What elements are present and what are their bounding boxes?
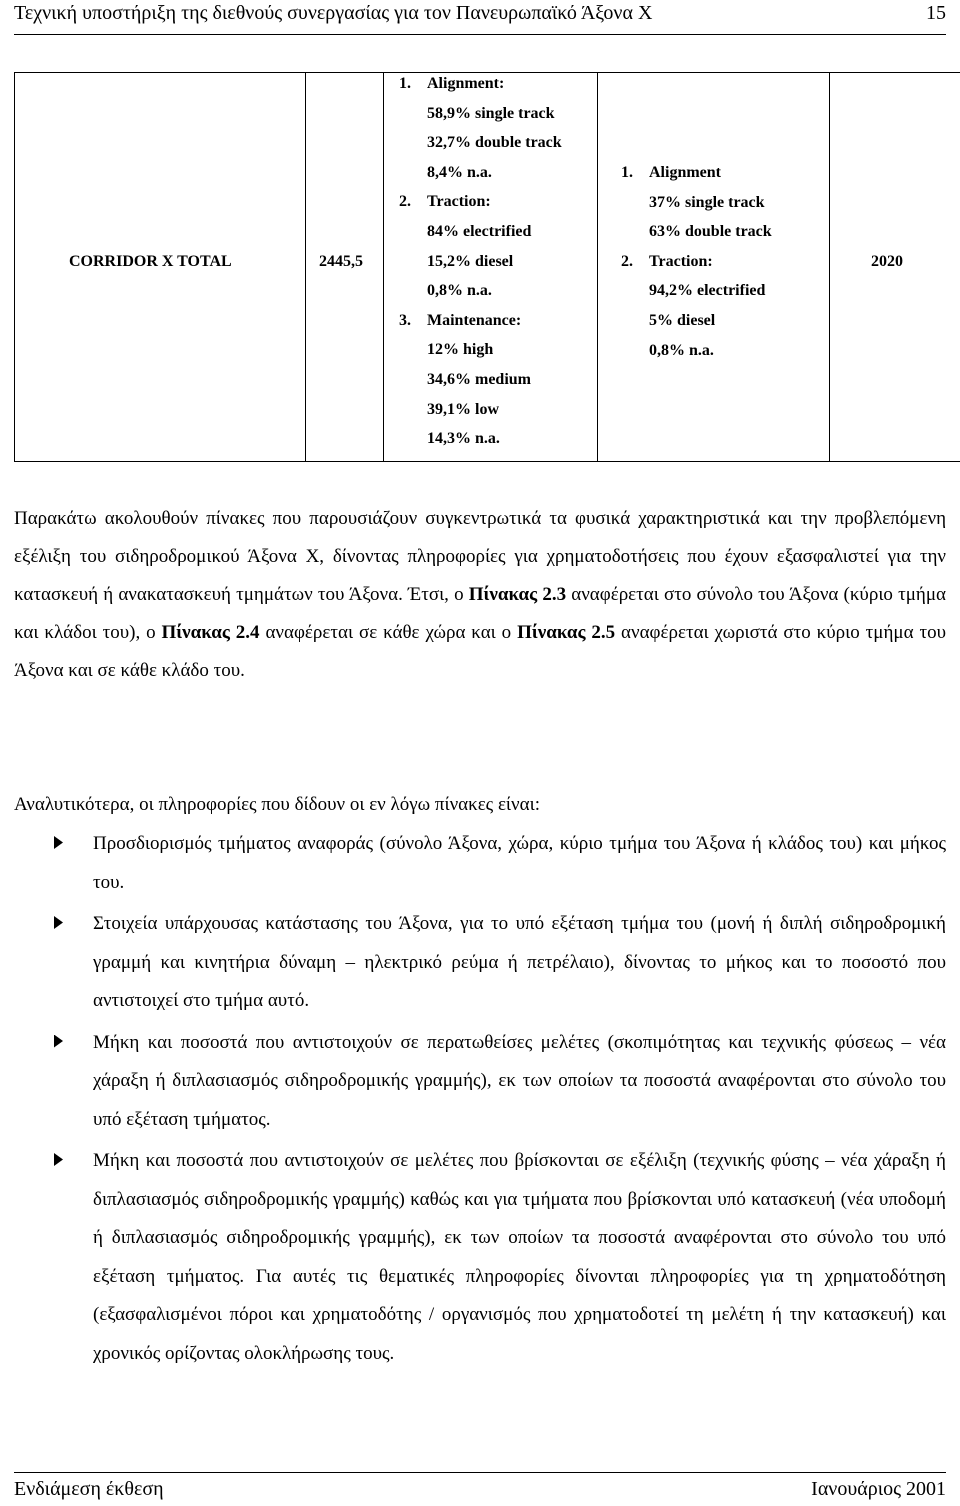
table-list-item [399,158,562,188]
list-item-text: 94,2% electrified [649,282,766,300]
header-rule [14,34,946,35]
list-item-text: Alignment [649,164,721,181]
bullet-text: Προσδιορισμός τμήματος αναφοράς (σύνολο Άξονα, χώρα, κύριο τμήμα του Άξονα ή κλάδος του) και μήκος του. [93,833,946,893]
table-list-item [621,306,772,336]
table-list-item [621,188,772,218]
list-item-text: Alignment: [427,75,505,92]
table-list-item [621,217,772,247]
table-list-item [399,335,562,365]
table-list-item [621,247,772,277]
list-item-text: 15,2% diesel [427,252,514,270]
bullet-text: Στοιχεία υπάρχουσας κατάστασης του Άξονα, για το υπό εξέταση τμήμα του (μονή ή διπλή σιδηροδρομική γραμμή και κινητήρια δύναμη – ηλεκτρικό ρεύμα ή πετρέλαιο), δίνοντας το μήκος και το ποσοστό που αντιστοιχεί στο τμήμα αυτό. [93,913,946,1011]
footer-report-type: Ενδιάμεση έκθεση [14,1478,164,1500]
future-state-list [621,158,772,365]
list-item-text: Traction: [427,193,491,211]
list-item-text: 37% single track [649,193,765,211]
corridor-table [14,72,960,462]
table-list-item [399,128,562,158]
table-list-item [399,306,562,336]
list-item-text: 34,6% medium [427,370,531,388]
table-list-item [399,69,562,99]
bullet-item [14,1142,946,1373]
list-item-text: 84% electrified [427,222,532,240]
table-list-item [399,424,562,454]
corridor-length: 2445,5 [319,253,363,270]
table-list-item [399,365,562,395]
page-number: 15 [926,2,946,24]
list-item-text: 0,8% n.a. [649,341,714,359]
bullet-item [14,825,946,902]
table-list-item [399,247,562,277]
bullet-item [14,1024,946,1140]
list-item-text: 39,1% low [427,400,499,418]
list-item-text: 8,4% n.a. [427,163,492,181]
table-ref-2-4: Πίνακας 2.4 [161,622,260,643]
list-item-text: 32,7% double track [427,134,562,152]
table-list-item [621,158,772,188]
list-item-text: 12% high [427,341,494,359]
bullet-text: Μήκη και ποσοστά που αντιστοιχούν σε μελέτες που βρίσκονται σε εξέλιξη (τεχνικής φύσης – νέα χάραξη ή διπλασιασμός σιδηροδρομικής γραμμής) καθώς και για τμήματα που βρίσκονται υπό κατασκευή (νέα υποδομή ή διπλασιασμός σιδηροδρομικής γραμμής), εκ των οποίων τα ποσοστά αναφέρονται στο σύνολο του υπό εξέταση τμήματος. Για αυτές τις θεματικές πληροφορίες δίνονται πληροφορίες για τη χρηματοδότηση (εξασφαλισμένοι πόροι και χρηματοδότης / οργανισμός που χρηματοδοτεί τη μελέτη ή την κατασκευή) και χρονικός ορίζοντας ολοκλήρωσης τους. [93,1150,946,1364]
list-item-text: 0,8% n.a. [427,282,492,300]
corridor-name: CORRIDOR X TOTAL [69,253,232,270]
intro-paragraph: Παρακάτω ακολουθούν πίνακες που παρουσιάζουν συγκεντρωτικά τα φυσικά χαρακτηριστικά και την προβλεπόμενη εξέλιξη του σιδηροδρομικού Άξονα Χ, δίνοντας πληροφορίες για χρηματοδοτήσεις που έχουν εξασφαλιστεί για την κατασκευή ή ανακατασκευή τμημάτων του Άξονα. Έτσι, ο Πίνακας 2.3 αναφέρεται στο σύνολο του Άξονα (κύριο τμήμα και κλάδοι του), ο Πίνακας 2.4 αναφέρεται σε κάθε χώρα και ο Πίνακας 2.5 αναφέρεται χωριστά στο κύριο τμήμα του Άξονα και σε κάθε κλάδο του. [14,508,947,681]
table-list-item [399,99,562,129]
list-item-text: 5% diesel [649,311,716,329]
list-item-number: 2. [621,252,633,270]
list-item-number: 1. [621,164,633,181]
bullet-item [14,905,946,1021]
list-item-text: 58,9% single track [427,104,555,122]
list-item-text: Maintenance: [427,311,522,329]
details-bullet-list [14,825,946,1376]
table-divider [597,73,598,461]
table-divider [829,73,830,461]
table-ref-2-5: Πίνακας 2.5 [517,622,616,643]
header-title: Τεχνική υποστήριξη της διεθνούς συνεργασίας για τον Πανευρωπαϊκό Άξονα Χ [14,2,653,24]
bullet-text: Μήκη και ποσοστά που αντιστοιχούν σε περατωθείσες μελέτες (σκοπιμότητας και τεχνικής φύσεως – νέα χάραξη ή διπλασιασμός σιδηροδρομικής γραμμής), εκ των οποίων τα ποσοστά αναφέρονται στο σύνολο του υπό εξέταση τμήματος. [93,1031,946,1130]
list-item-text: Traction: [649,252,713,270]
footer-rule [14,1472,946,1473]
table-list-item [399,276,562,306]
list-item-text: 14,3% n.a. [427,430,500,448]
bullet-arrow-icon [54,1035,63,1048]
table-ref-2-3: Πίνακας 2.3 [468,584,567,605]
table-list-item [621,336,772,366]
current-state-list [399,69,562,454]
bullet-arrow-icon [54,1153,63,1166]
list-item-number: 1. [399,75,411,92]
list-item-text: 63% double track [649,223,772,241]
table-list-item [621,276,772,306]
table-list-item [399,187,562,217]
table-divider [305,73,306,461]
table-list-item [399,217,562,247]
bullet-arrow-icon [54,836,63,849]
target-year: 2020 [871,253,903,270]
bullet-arrow-icon [54,916,63,929]
table-divider [383,73,384,461]
page-header [14,0,946,34]
list-item-number: 3. [399,311,411,329]
list-item-number: 2. [399,193,411,211]
details-lead: Αναλυτικότερα, οι πληροφορίες που δίδουν οι εν λόγω πίνακες είναι: [14,794,540,815]
footer-date: Ιανουάριος 2001 [811,1478,946,1500]
table-list-item [399,395,562,425]
